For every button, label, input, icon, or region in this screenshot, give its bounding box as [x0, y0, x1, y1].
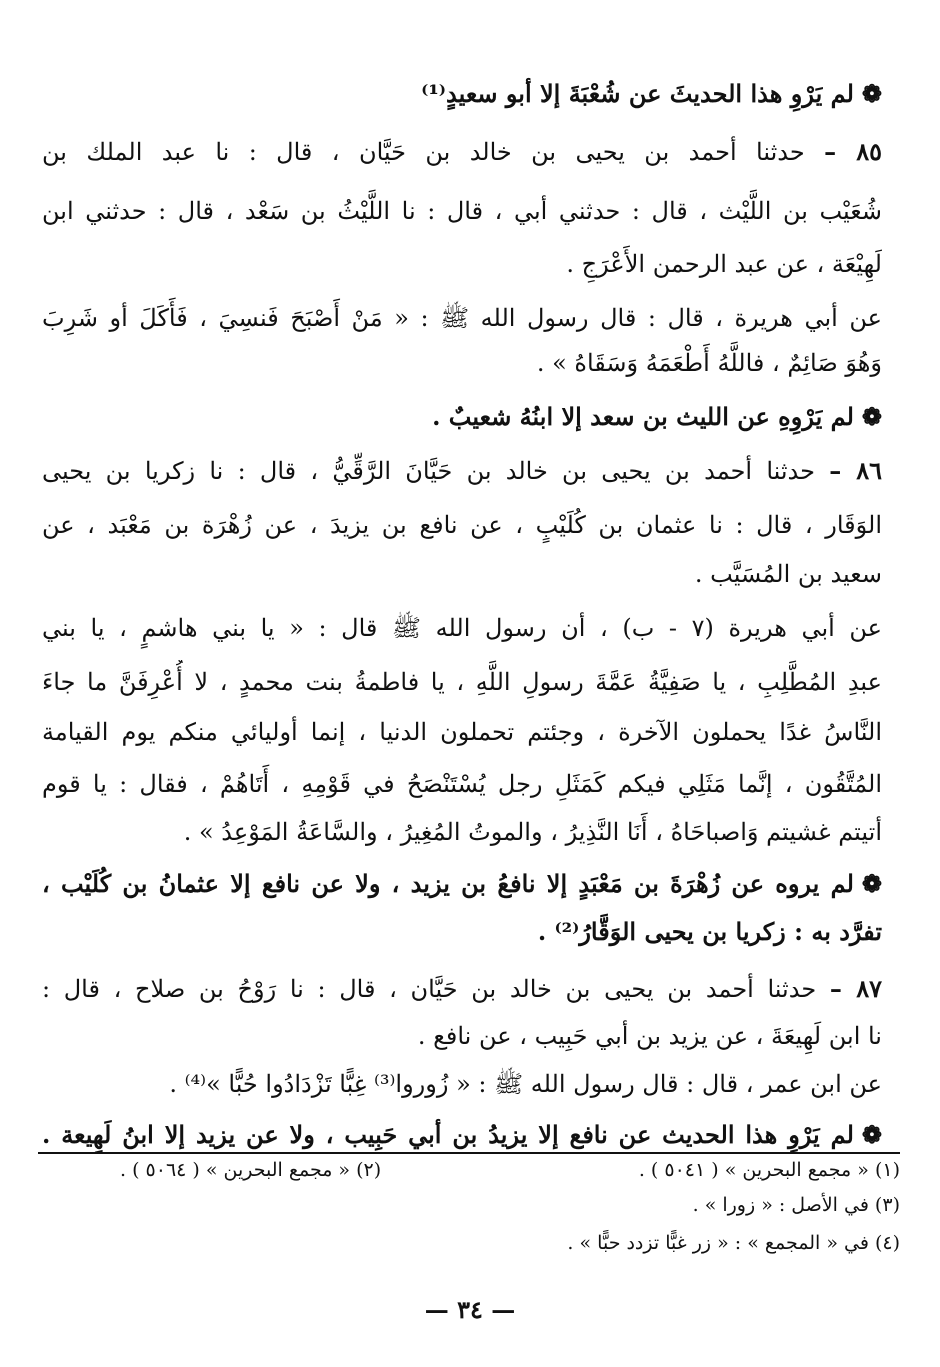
- flower-ornament-icon: ❁: [861, 79, 882, 108]
- hadith-86-line-1: ٨٦ – حدثنا أحمد بن يحيى بن خالد بن حَيَّانَ الرَّقِّيُّ ، قال : نا زكريا بن يحيى: [42, 456, 882, 485]
- hadith-85-line-1: ٨٥ – حدثنا أحمد بن يحيى بن خالد بن حَيَّان ، قال : نا عبد الملك بن: [42, 137, 882, 166]
- text-line: المُتَّقُون ، إنَّما مَثَلِي فيكم كَمَثَلِ رجل يُسْتَنْصَحُ في قَوْمِهِ ، أَتَاهُمْ ، فقال : يا قوم: [42, 770, 882, 798]
- remark-line: تفرَّد به : زكريا بن يحيى الوَقَّارُ⁽²⁾ .: [537, 917, 882, 946]
- remark-line: ❁لم يَرْوِ هذا الحديثَ عن شُعْبَةَ إلا أبو سعيدٍ⁽¹⁾: [421, 79, 882, 108]
- hadith-number: ٨٦ –: [829, 456, 882, 485]
- text-line: عن ابن عمر ، قال : قال رسول الله ﷺ : « زُوروا⁽³⁾ غِبًّا تَزْدَادُوا حُبًّا »⁽⁴⁾ .: [169, 1070, 882, 1098]
- text-line: شُعَيْب بن اللَّيْث ، قال : حدثني أبي ، قال : نا اللَّيْثُ بن سَعْد ، قال : حدثني ابن: [42, 197, 882, 225]
- text-line: سعيد بن المُسَيَّب .: [694, 560, 882, 588]
- hadith-number: ٨٧ –: [829, 974, 882, 1003]
- text-line: أتيتم غشيتم وَاصباحَاهُ ، أَنَا النَّذِيرُ ، والموتُ المُغِيرُ ، والسَّاعَةُ المَوْعِدُ » .: [183, 818, 882, 846]
- footnote-3: (٣) في الأصل : « زورا » .: [692, 1194, 900, 1216]
- text-line: وَهُوَ صَائِمٌ ، فاللَّهُ أَطْعَمَهُ وَسَقَاهُ » .: [536, 349, 882, 377]
- remark-line: ❁لم يروه عن زُهْرَةَ بن مَعْبَدٍ إلا نافعُ بن يزيد ، ولا عن نافع إلا عثمانُ بن كُلَيْب ،: [42, 869, 882, 898]
- flower-ornament-icon: ❁: [861, 402, 882, 431]
- footnote-1: (١) « مجمع البحرين » ( ٥٠٤١ ) .: [638, 1159, 900, 1181]
- text-line: عن أبي هريرة (٧ - ب) ، أن رسول الله ﷺ قال : « يا بني هاشمٍ ، يا بني: [42, 614, 882, 642]
- text-line: الوَقَار ، قال : نا عثمان بن كُلَيْبٍ ، عن نافع بن يزيدَ ، عن زُهْرَة بن مَعْبَد ، عن: [42, 511, 882, 539]
- remark-line: ❁لم يَرْوِهِ عن الليث بن سعد إلا ابنُهُ شعيبٌ .: [432, 402, 882, 431]
- footnote-2: (٢) « مجمع البحرين » ( ٥٠٦٤ ) .: [120, 1159, 382, 1181]
- footnote-4: (٤) في « المجمع » : « زر غبًّا تزدد حبًّا » .: [567, 1232, 900, 1254]
- text-line: عبدِ المُطَّلِبِ ، يا صَفِيَّةُ عَمَّةَ رسولِ اللَّهِ ، يا فاطمةُ بنت محمدٍ ، لا أُعْرِفَنَّ ما جاءَ: [42, 668, 882, 696]
- text-line: عن أبي هريرة ، قال : قال رسول الله ﷺ : « مَنْ أَصْبَحَ فَنسِيَ ، فَأَكَلَ أو شَرِبَ: [42, 304, 882, 332]
- hadith-87-line-1: ٨٧ – حدثنا أحمد بن يحيى بن خالد بن حَيَّان ، قال : نا رَوْحُ بن صلاح ، قال :: [42, 974, 882, 1003]
- text-line: النَّاسُ غدًا يحملون الآخرة ، وجئتم تحملون الدنيا ، إنما أوليائي منكم يوم القيامة: [42, 718, 882, 746]
- text-line: نا ابن لَهِيعَةَ ، عن يزيد بن أبي حَبِيب ، عن نافع .: [417, 1022, 882, 1050]
- page-number: — ٣٤ —: [424, 1295, 516, 1324]
- remark-line: ❁لم يَرْوِ هذا الحديث عن نافع إلا يزيدُ بن أبي حَبِيب ، ولا عن يزيد إلا ابنُ لَهِيعة .: [42, 1120, 882, 1149]
- flower-ornament-icon: ❁: [861, 1120, 882, 1149]
- hadith-number: ٨٥ –: [824, 137, 882, 166]
- flower-ornament-icon: ❁: [861, 869, 882, 898]
- text-line: لَهِيْعَة ، عن عبد الرحمن الأَعْرَجِ .: [566, 250, 882, 278]
